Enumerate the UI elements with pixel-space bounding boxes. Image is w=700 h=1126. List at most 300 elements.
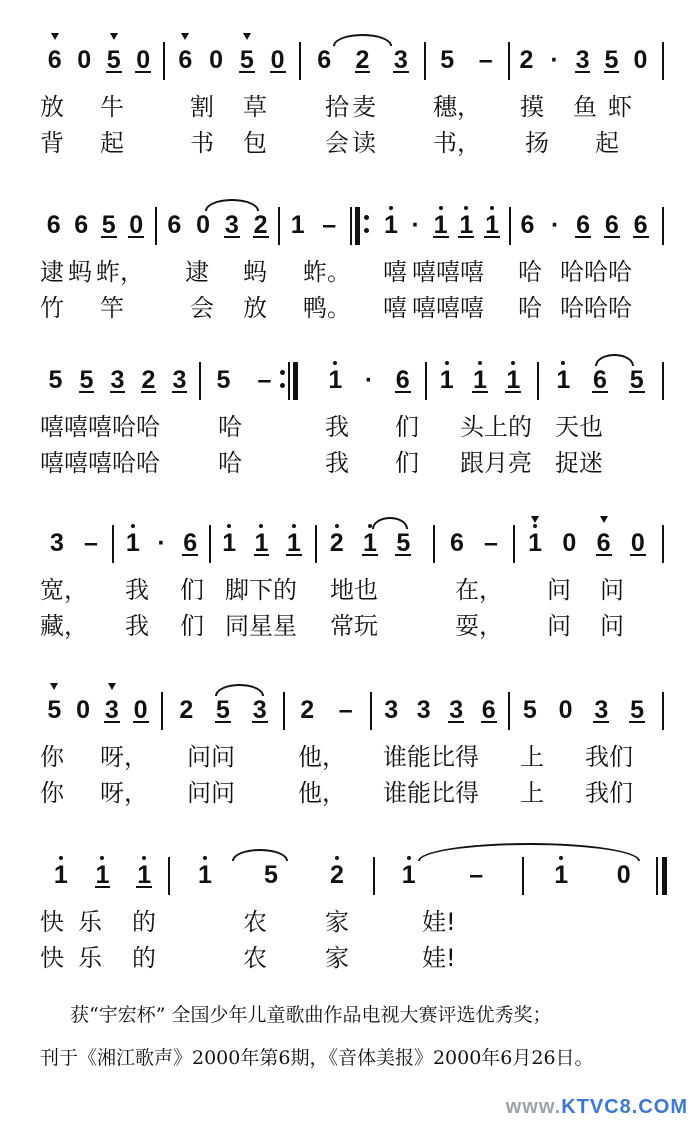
lyric-syllable: 我 xyxy=(125,612,149,640)
lyric-syllable: 会 xyxy=(325,129,349,157)
note-digit: 2 xyxy=(519,46,534,74)
note xyxy=(287,528,301,558)
measure xyxy=(118,523,205,563)
lyric-syllable: 竹 xyxy=(40,294,64,322)
note xyxy=(594,695,608,725)
lyric-syllable: 会 xyxy=(190,294,214,322)
lyric-syllable: 嘻嘻嘻 xyxy=(412,294,484,322)
lyric-syllable: 麦 xyxy=(352,93,376,121)
lyric-syllable: 鱼 xyxy=(573,93,597,121)
lyric-syllable: 头上的 xyxy=(460,413,532,441)
measure xyxy=(518,523,655,563)
lyric-syllable: 哈哈哈 xyxy=(560,294,632,322)
note xyxy=(605,45,619,75)
note-digit: 1 xyxy=(383,211,398,239)
note xyxy=(196,210,210,240)
note-digit: – xyxy=(322,211,337,239)
lyrics-verse-2 xyxy=(0,126,700,160)
note-digit: 0 xyxy=(562,529,577,557)
note xyxy=(209,45,223,75)
measure xyxy=(440,523,508,563)
accent-mark-icon xyxy=(51,33,59,40)
note-digit: – xyxy=(484,529,498,557)
measure xyxy=(40,523,108,563)
note xyxy=(330,860,344,890)
note xyxy=(178,45,192,75)
lyric-syllable: 他， xyxy=(298,743,346,771)
repeat-dots-icon xyxy=(280,370,285,396)
note xyxy=(485,210,499,240)
lyric-syllable: 藏， xyxy=(40,612,88,640)
lyric-syllable: 们 xyxy=(395,413,419,441)
measure xyxy=(545,360,655,400)
accent-mark-icon xyxy=(110,33,118,40)
barline xyxy=(522,857,524,895)
note xyxy=(142,365,156,395)
barline xyxy=(370,692,372,730)
lyric-syllable: 问 xyxy=(547,612,571,640)
note xyxy=(617,860,631,890)
barline xyxy=(425,362,427,400)
note xyxy=(291,210,305,240)
note-digit: 2 xyxy=(300,696,315,724)
lyrics-verse-2 xyxy=(0,776,700,810)
note-digit: 2 xyxy=(355,46,370,74)
note xyxy=(328,365,342,395)
note xyxy=(183,528,197,558)
slur-arc xyxy=(595,354,634,366)
note-digit: – xyxy=(469,861,484,889)
note xyxy=(523,695,537,725)
note-digit: 6 xyxy=(604,211,619,239)
note xyxy=(155,528,167,558)
note-digit: 5 xyxy=(630,696,645,724)
note-digit: 5 xyxy=(396,529,411,557)
lyric-syllable: 家 xyxy=(325,908,349,936)
note-digit: 6 xyxy=(596,529,611,557)
lyric-syllable: 放 xyxy=(243,294,267,322)
note xyxy=(47,210,61,240)
lyric-syllable: 呀， xyxy=(100,779,148,807)
barline xyxy=(433,525,435,563)
measure xyxy=(203,360,285,400)
lyric-syllable: 鸭。 xyxy=(303,294,351,322)
note-digit: 6 xyxy=(395,366,410,394)
notation-line xyxy=(0,855,700,895)
notation-line xyxy=(0,360,700,400)
measure xyxy=(40,205,150,245)
lyric-syllable: 跟月亮 xyxy=(460,449,532,477)
note xyxy=(254,210,268,240)
note xyxy=(556,365,570,395)
note-digit: 6 xyxy=(317,46,332,74)
slur-arc xyxy=(372,517,408,529)
slur-arc xyxy=(215,684,264,696)
note-digit: 5 xyxy=(216,366,231,394)
lyric-syllable: 谁能比得 xyxy=(383,779,479,807)
lyric-syllable: 蚂 xyxy=(243,258,267,286)
lyric-syllable: 哈 xyxy=(518,258,542,286)
note xyxy=(549,45,561,75)
note xyxy=(217,365,231,395)
note xyxy=(136,45,150,75)
lyric-syllable: 起 xyxy=(595,129,619,157)
note-digit: 5 xyxy=(604,46,619,74)
note xyxy=(300,695,314,725)
note xyxy=(396,528,410,558)
note xyxy=(484,528,498,558)
note xyxy=(105,695,119,725)
note-digit: 1 xyxy=(506,366,521,394)
lyric-syllable: 嘻 xyxy=(383,258,407,286)
note-digit: · xyxy=(411,211,420,239)
note-digit: 0 xyxy=(633,46,648,74)
note-digit: 1 xyxy=(485,211,500,239)
note xyxy=(562,528,576,558)
accent-mark-icon xyxy=(531,516,539,523)
measure xyxy=(430,360,530,400)
measure xyxy=(40,690,155,730)
lyric-syllable: 们 xyxy=(395,449,419,477)
note xyxy=(48,45,62,75)
note xyxy=(255,528,269,558)
lyric-syllable: 哈 xyxy=(518,294,542,322)
note xyxy=(225,210,239,240)
measure xyxy=(282,205,345,245)
note xyxy=(630,365,644,395)
note-digit: 6 xyxy=(46,211,61,239)
note-digit: 5 xyxy=(79,366,94,394)
measure xyxy=(375,690,505,730)
measure xyxy=(160,205,275,245)
note-digit: 1 xyxy=(528,529,543,557)
lyric-syllable: 书 xyxy=(190,129,214,157)
note-digit: 2 xyxy=(330,861,344,889)
note-digit: 3 xyxy=(416,696,431,724)
note xyxy=(84,528,98,558)
note-digit: 1 xyxy=(401,861,416,889)
lyrics-verse-1 xyxy=(0,905,700,939)
note xyxy=(417,695,431,725)
barline xyxy=(508,42,510,80)
note-digit: 1 xyxy=(459,211,474,239)
barline xyxy=(662,207,664,245)
barline xyxy=(662,525,664,563)
note xyxy=(605,210,619,240)
note xyxy=(240,45,254,75)
note xyxy=(634,45,648,75)
note-digit: · xyxy=(364,366,374,394)
measure xyxy=(288,690,365,730)
note-digit: 0 xyxy=(133,696,148,724)
note-digit: 1 xyxy=(328,366,343,394)
note-digit: 6 xyxy=(633,211,648,239)
note-digit: 5 xyxy=(47,696,62,724)
note-digit: 6 xyxy=(481,696,496,724)
lyric-syllable: 问 xyxy=(547,576,571,604)
lyric-syllable: 书， xyxy=(433,129,481,157)
note-digit: 5 xyxy=(239,46,254,74)
lyrics-verse-1 xyxy=(0,740,700,774)
note xyxy=(50,528,64,558)
note-digit: 5 xyxy=(629,366,644,394)
note xyxy=(47,695,61,725)
note-digit: 5 xyxy=(216,696,230,724)
note-digit: 0 xyxy=(630,529,645,557)
note xyxy=(634,210,648,240)
note xyxy=(363,528,377,558)
barline xyxy=(112,525,114,563)
measure xyxy=(512,690,655,730)
note-digit: 2 xyxy=(253,211,268,239)
lyric-syllable: 蚱， xyxy=(96,258,144,286)
note xyxy=(396,365,410,395)
lyric-syllable: 蚱。 xyxy=(303,258,351,286)
note xyxy=(597,528,611,558)
note-digit: 1 xyxy=(254,529,269,557)
note-digit: 5 xyxy=(48,366,63,394)
note-digit: 1 xyxy=(290,211,305,239)
accent-mark-icon xyxy=(600,516,608,523)
lyric-syllable: 快 xyxy=(40,908,64,936)
barline xyxy=(509,207,511,245)
lyric-syllable: 娃! xyxy=(422,944,456,972)
lyric-syllable: 蚂 xyxy=(68,258,92,286)
note xyxy=(576,45,590,75)
barline xyxy=(508,692,510,730)
note-digit: 1 xyxy=(433,211,448,239)
lyric-syllable: 摸 xyxy=(520,93,544,121)
lyric-syllable: 宽， xyxy=(40,576,88,604)
note xyxy=(440,45,454,75)
note xyxy=(134,695,148,725)
barline xyxy=(373,857,375,895)
note-digit: 1 xyxy=(286,529,301,557)
note xyxy=(96,860,110,890)
lyric-syllable: 地也 xyxy=(330,576,378,604)
note xyxy=(216,695,230,725)
lyric-syllable: 草 xyxy=(243,93,267,121)
note-digit: 1 xyxy=(53,861,68,889)
lyric-syllable: 我 xyxy=(325,413,349,441)
measure xyxy=(378,205,505,245)
barline xyxy=(163,42,165,80)
lyric-syllable: 竿 xyxy=(100,294,124,322)
note-digit: 3 xyxy=(110,366,125,394)
note-digit: 5 xyxy=(264,861,278,889)
note-digit: 0 xyxy=(209,46,224,74)
note-digit: 0 xyxy=(76,696,91,724)
note-digit: 3 xyxy=(575,46,590,74)
lyric-syllable: 乐 xyxy=(78,944,102,972)
lyrics-verse-1 xyxy=(0,255,700,289)
note xyxy=(137,860,151,890)
note xyxy=(80,365,94,395)
note xyxy=(363,365,375,395)
note xyxy=(102,210,116,240)
lyric-syllable: 娃! xyxy=(422,908,456,936)
lyric-syllable: 常玩 xyxy=(330,612,378,640)
lyric-syllable: 割 xyxy=(190,93,214,121)
lyric-syllable: 起 xyxy=(100,129,124,157)
note xyxy=(54,860,68,890)
note-digit: 0 xyxy=(270,46,285,74)
note-digit: 3 xyxy=(104,696,119,724)
slur-arc xyxy=(418,843,640,861)
note-digit: 5 xyxy=(101,211,116,239)
note xyxy=(253,695,267,725)
note xyxy=(330,528,344,558)
note-digit: · xyxy=(551,211,560,239)
measure xyxy=(530,855,655,895)
note xyxy=(473,365,487,395)
watermark-logo xyxy=(506,1096,688,1119)
note-digit: 3 xyxy=(252,696,267,724)
note-digit: 5 xyxy=(106,46,121,74)
note xyxy=(322,210,336,240)
note xyxy=(264,860,278,890)
lyric-syllable: 我 xyxy=(325,449,349,477)
note-digit: 6 xyxy=(167,211,182,239)
note-digit: 6 xyxy=(450,529,464,557)
note xyxy=(434,210,448,240)
note xyxy=(482,695,496,725)
note xyxy=(593,365,607,395)
note-digit: 1 xyxy=(125,529,140,557)
measure xyxy=(213,523,310,563)
measure xyxy=(40,360,195,400)
note xyxy=(111,365,125,395)
lyric-syllable: 拾 xyxy=(325,93,349,121)
lyric-syllable: 嘻嘻嘻 xyxy=(412,258,484,286)
notation-line xyxy=(0,40,700,80)
note xyxy=(384,695,398,725)
lyric-syllable: 快 xyxy=(40,944,64,972)
note-digit: 1 xyxy=(363,529,377,557)
barline xyxy=(350,207,352,245)
award-note: 获“宇宏杯” 全国少年儿童歌曲作品电视大赛评选优秀奖； xyxy=(70,1004,552,1026)
slur-arc xyxy=(205,199,259,211)
lyric-syllable: 农 xyxy=(243,908,267,936)
note xyxy=(271,45,285,75)
note xyxy=(554,860,568,890)
note-digit: 3 xyxy=(224,211,239,239)
barline xyxy=(537,362,539,400)
note-digit: 1 xyxy=(556,366,571,394)
note xyxy=(506,365,520,395)
barline xyxy=(662,42,664,80)
note xyxy=(394,45,408,75)
note-digit: – xyxy=(478,46,493,74)
note xyxy=(384,210,398,240)
note-digit: · xyxy=(550,46,559,74)
measure xyxy=(170,40,293,80)
barline xyxy=(283,692,285,730)
note-digit: 1 xyxy=(554,861,569,889)
measure xyxy=(168,690,278,730)
notation-line xyxy=(0,205,700,245)
lyric-syllable: 家 xyxy=(325,944,349,972)
note xyxy=(173,365,187,395)
lyric-syllable: 包 xyxy=(243,129,267,157)
watermark-brand: KTVC8.COM xyxy=(561,1096,688,1118)
barline xyxy=(315,525,317,563)
barline xyxy=(513,525,515,563)
barline xyxy=(299,42,301,80)
barline-thick xyxy=(293,362,298,400)
lyrics-verse-2 xyxy=(0,446,700,480)
measure xyxy=(428,40,505,80)
note xyxy=(356,45,370,75)
accent-mark-icon xyxy=(243,33,251,40)
note-digit: – xyxy=(338,696,353,724)
lyric-syllable: 上 xyxy=(520,779,544,807)
note-digit: 1 xyxy=(198,861,212,889)
measure xyxy=(40,40,158,80)
measure xyxy=(512,40,655,80)
lyric-syllable: 问问 xyxy=(187,743,235,771)
lyric-syllable: 哈哈哈 xyxy=(560,258,632,286)
note xyxy=(630,695,644,725)
note xyxy=(459,210,473,240)
note xyxy=(520,210,534,240)
note-digit: 3 xyxy=(393,46,408,74)
measure xyxy=(375,855,510,895)
note xyxy=(576,210,590,240)
lyrics-verse-1 xyxy=(0,90,700,124)
barline xyxy=(168,857,170,895)
note-digit: 6 xyxy=(520,211,535,239)
note-digit: 1 xyxy=(439,366,454,394)
lyric-syllable: 你 xyxy=(40,743,64,771)
barline xyxy=(209,525,211,563)
note-digit: 6 xyxy=(576,211,590,239)
barline xyxy=(278,207,280,245)
note xyxy=(440,365,454,395)
note xyxy=(76,695,90,725)
measure xyxy=(513,205,655,245)
watermark-prefix: www. xyxy=(505,1096,562,1118)
note-digit: 3 xyxy=(449,696,464,724)
barline-thick xyxy=(662,857,667,895)
lyric-syllable: 呀， xyxy=(100,743,148,771)
lyric-syllable: 的 xyxy=(132,908,156,936)
notation-line xyxy=(0,523,700,563)
note-digit: 0 xyxy=(616,861,631,889)
note xyxy=(77,45,91,75)
lyric-syllable: 乐 xyxy=(78,908,102,936)
note-digit: 0 xyxy=(196,211,211,239)
lyrics-verse-1 xyxy=(0,410,700,444)
lyric-syllable: 天也 xyxy=(555,413,603,441)
note-digit: 3 xyxy=(172,366,187,394)
note xyxy=(49,365,63,395)
note-digit: 3 xyxy=(50,529,64,557)
lyric-syllable: 谁能比得 xyxy=(383,743,479,771)
note xyxy=(198,860,212,890)
lyric-syllable: 们 xyxy=(180,576,204,604)
note-digit: 2 xyxy=(141,366,156,394)
lyric-syllable: 脚下的 xyxy=(225,576,297,604)
measure xyxy=(172,855,370,895)
lyric-syllable: 嘻嘻嘻哈哈 xyxy=(40,413,160,441)
note xyxy=(258,365,272,395)
note-digit: 0 xyxy=(558,696,573,724)
lyric-syllable: 们 xyxy=(180,612,204,640)
accent-mark-icon xyxy=(108,683,116,690)
note xyxy=(528,528,542,558)
slur-arc xyxy=(232,849,288,861)
